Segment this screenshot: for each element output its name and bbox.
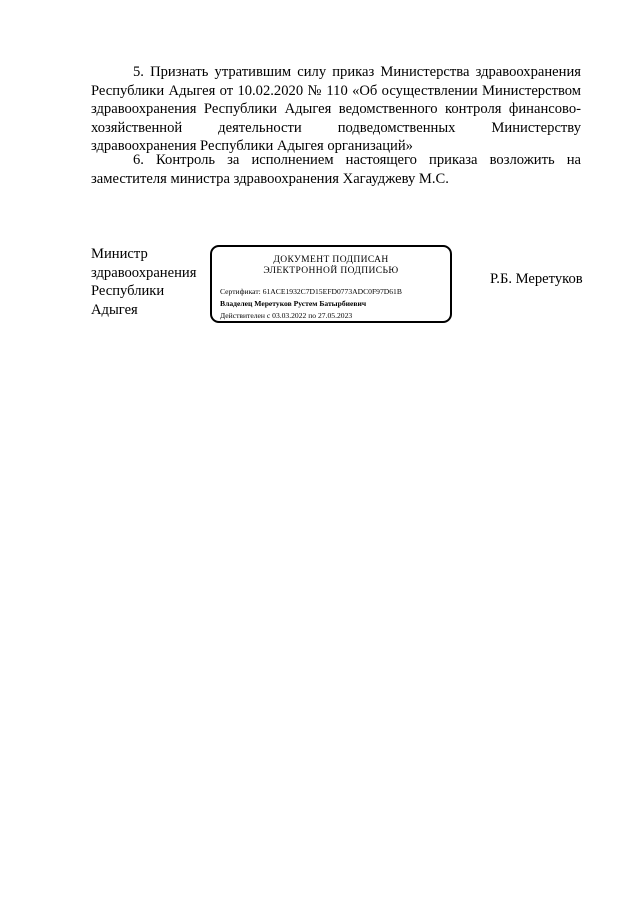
valid-from: 03.03.2022 [272, 311, 307, 320]
position-line: Адыгея [91, 301, 138, 318]
signatory-position [91, 245, 211, 319]
stamp-title [212, 255, 450, 277]
stamp-owner [220, 299, 366, 308]
position-line: здравоохранения [91, 264, 197, 281]
owner-value: Меретуков Рустем Батырбиевич [254, 299, 367, 308]
owner-label: Владелец [220, 299, 253, 308]
paragraph-6-text: 6. Контроль за исполнением настоящего приказа возложить на заместителя министра здравоохранения Хагауджеву М.С. [91, 152, 581, 187]
paragraph-5-text: 5. Признать утратившим силу приказ Министерства здравоохранения Республики Адыгея от 10.02.2020 № 110 «Об осуществлении Министерством здравоохранения Республики Адыгея ведомственного контроля финансово-хозяйственной деятельности подведомственных Министерству здравоохранения Республики Адыгея организаций» [91, 64, 581, 155]
certificate-value: 61ACE1932C7D15EFD0773ADC0F97D61B [262, 287, 402, 296]
position-line: Республики [91, 283, 165, 300]
signer-name: Р.Б. Меретуков [490, 271, 583, 287]
position-line: Министр [91, 246, 148, 262]
paragraph-5 [91, 63, 581, 156]
validity-label: Действителен с [220, 311, 271, 320]
stamp-title-line: ЭЛЕКТРОННОЙ ПОДПИСЬЮ [263, 266, 399, 276]
valid-to: 27.05.2023 [318, 311, 353, 320]
validity-to-label: по [308, 311, 317, 320]
stamp-validity [220, 311, 352, 320]
electronic-signature-stamp [210, 245, 452, 323]
paragraph-6 [91, 151, 581, 188]
stamp-certificate [220, 287, 402, 296]
stamp-title-line: ДОКУМЕНТ ПОДПИСАН [273, 255, 389, 265]
certificate-label: Сертификат: [220, 287, 261, 296]
